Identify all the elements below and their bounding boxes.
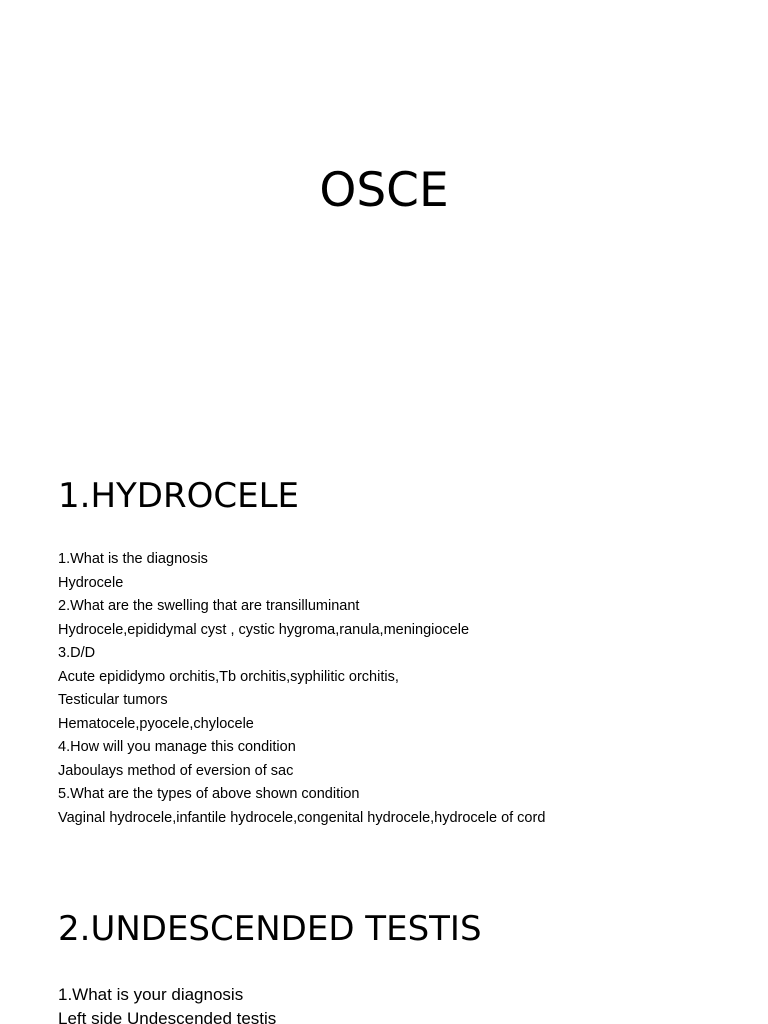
- text-line: 2.What are the swelling that are transilluminant: [58, 598, 360, 614]
- text-line: Acute epididymo orchitis,Tb orchitis,syphilitic orchitis,: [58, 668, 399, 685]
- text-line: 4.How will you manage this condition: [58, 739, 296, 755]
- section-body-undescended-testis: [58, 983, 276, 1024]
- text-line: Vaginal hydrocele,infantile hydrocele,congenital hydrocele,hydrocele of cord: [58, 809, 546, 826]
- text-line: Hydrocele: [58, 574, 124, 591]
- text-line: 5.What are the types of above shown condition: [58, 786, 360, 802]
- section-heading-hydrocele: 1.HYDROCELE: [58, 476, 299, 516]
- text-line: Hydrocele,epididymal cyst , cystic hygroma,ranula,meningiocele: [58, 621, 470, 638]
- page-title: OSCE: [319, 163, 449, 218]
- section-heading-undescended-testis: 2.UNDESCENDED TESTIS: [58, 909, 482, 949]
- text-line: 1.What is your diagnosis: [58, 985, 244, 1004]
- text-line: Testicular tumors: [58, 692, 168, 708]
- text-line: Left side Undescended testis: [58, 1009, 277, 1024]
- text-line: Jaboulays method of eversion of sac: [58, 762, 294, 779]
- text-line: 3.D/D: [58, 645, 96, 661]
- section-body-hydrocele: [58, 548, 545, 830]
- text-line: 1.What is the diagnosis: [58, 551, 208, 567]
- text-line: Hematocele,pyocele,chylocele: [58, 715, 254, 732]
